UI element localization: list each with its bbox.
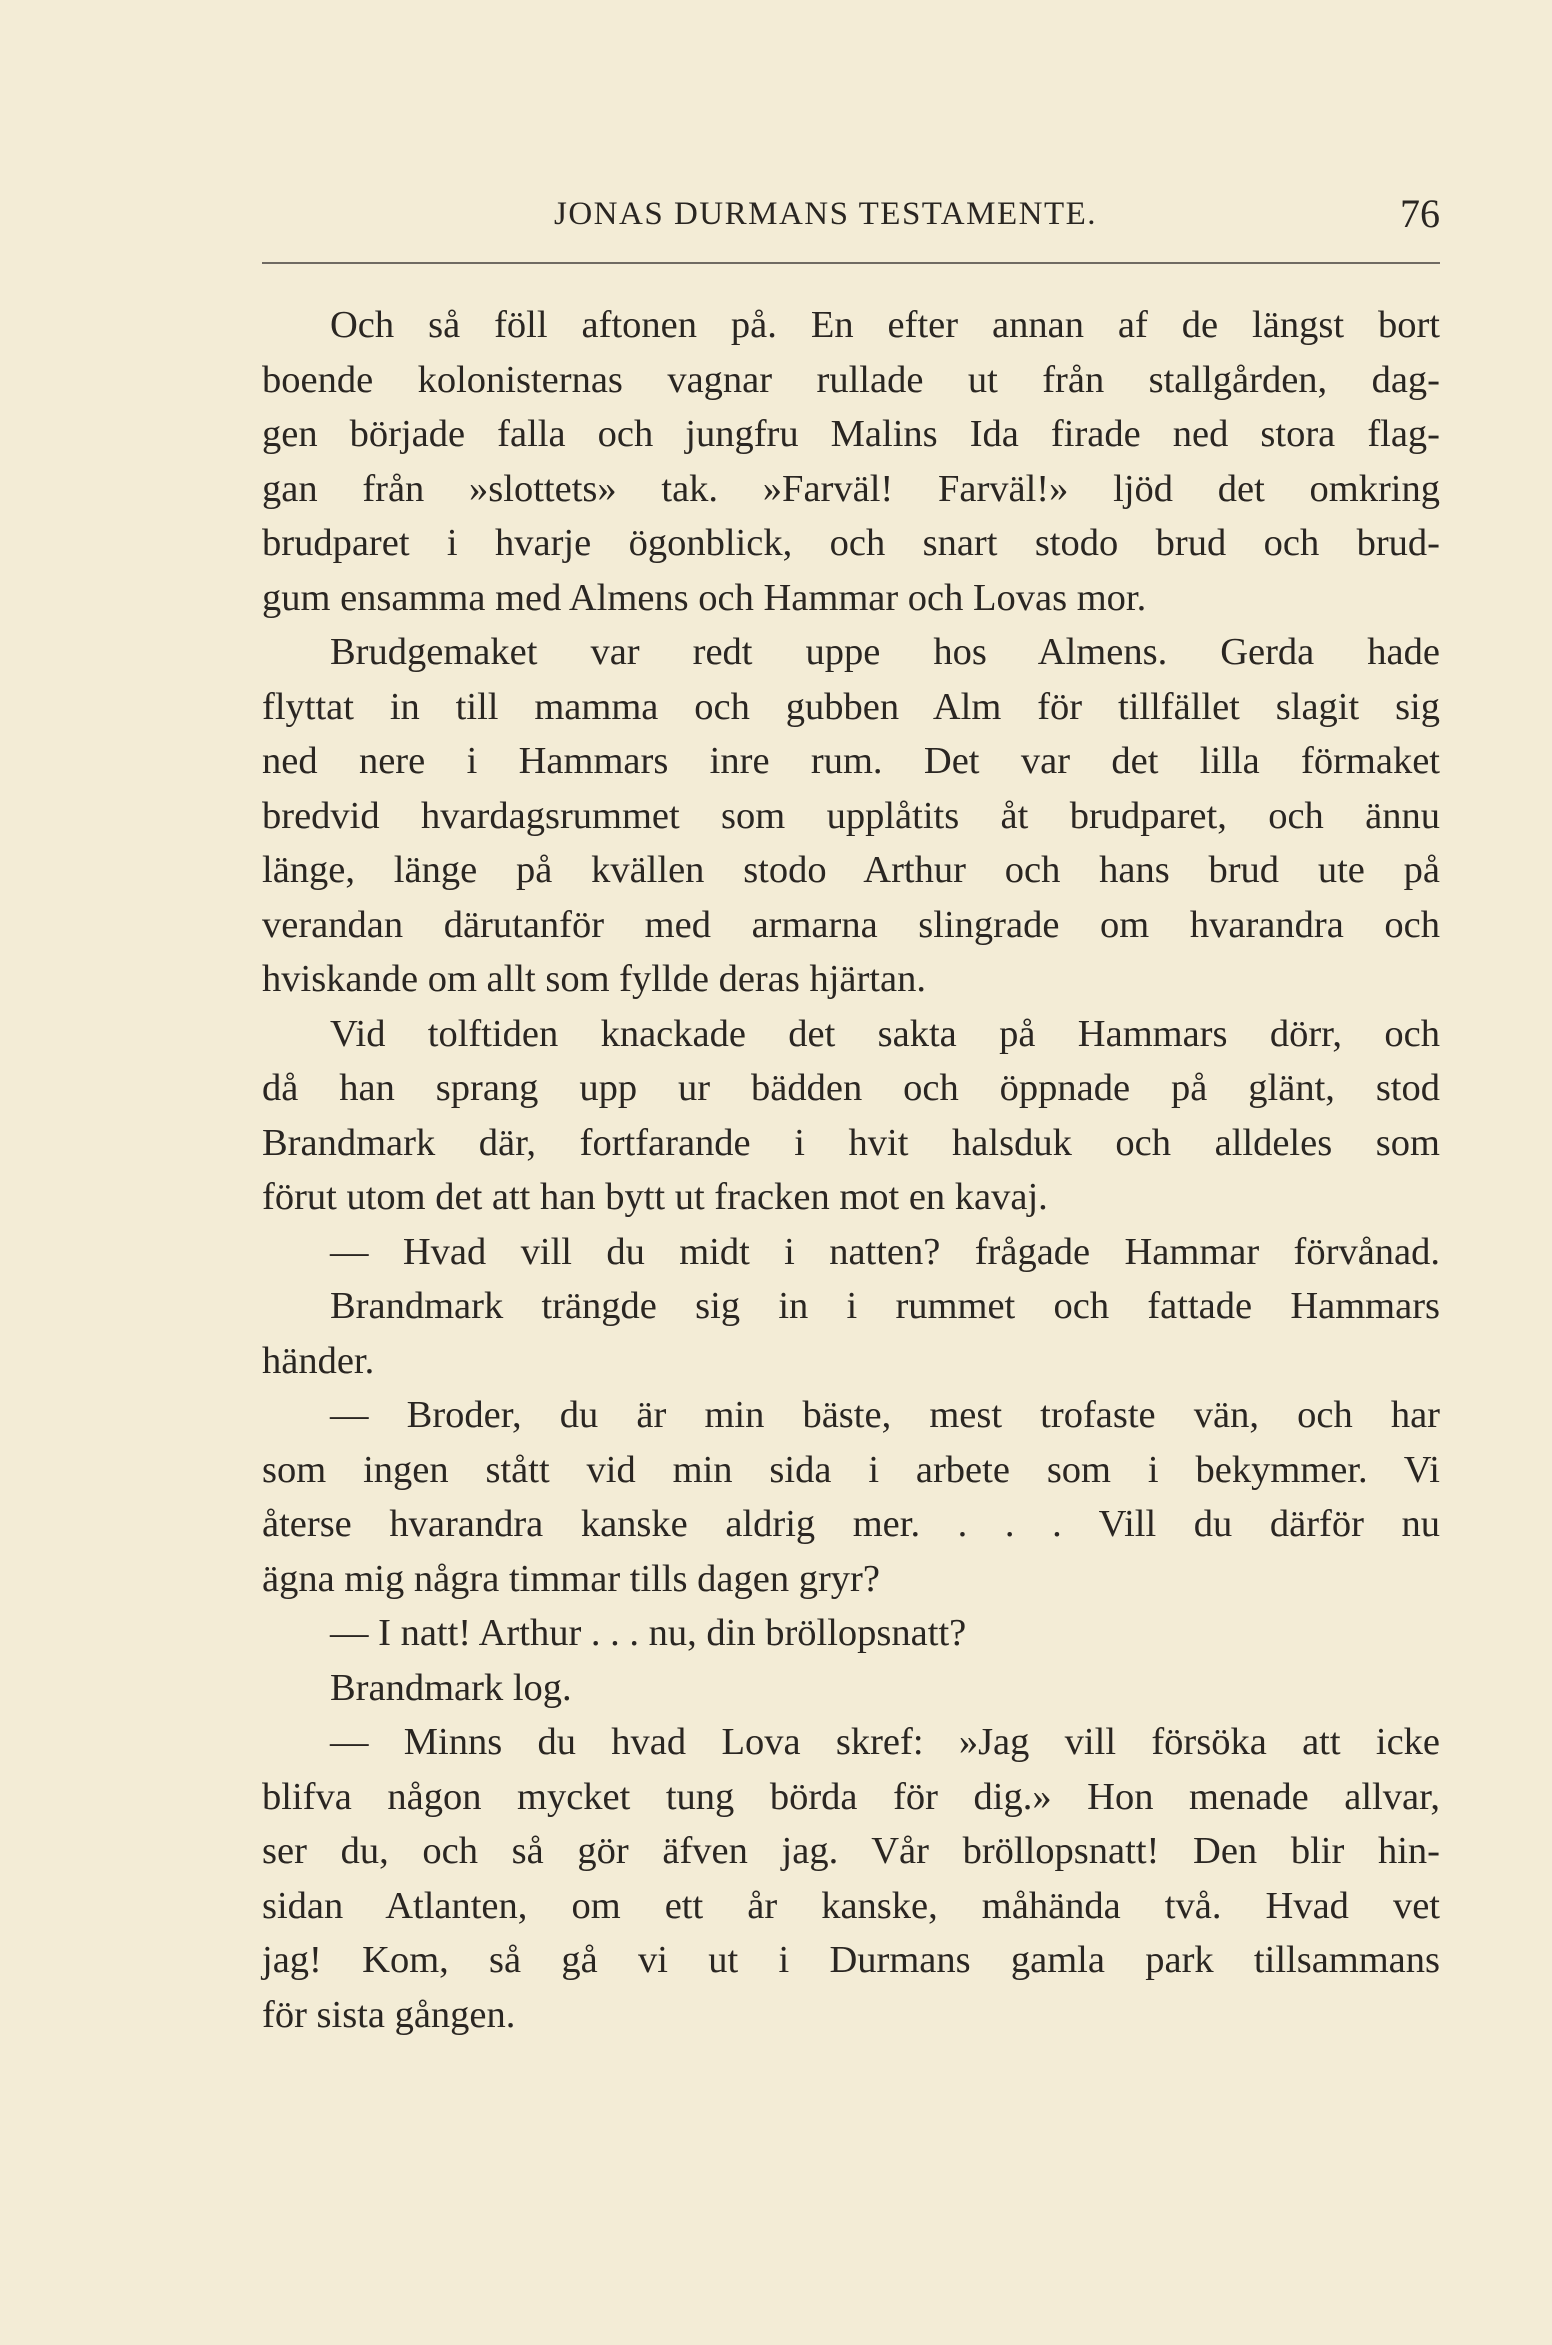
text-line: Brudgemaket var redt uppe hos Almens. Gerda hade [330, 631, 1440, 673]
text-line: hviskande om allt som fyllde deras hjärtan. [262, 958, 926, 1000]
text-line: händer. [262, 1339, 375, 1382]
text-line: gen började falla och jungfru Malins Ida firade ned stora flag- [262, 413, 1440, 455]
text-line: Brandmark där, fortfarande i hvit halsduk och alldeles som [262, 1121, 1440, 1164]
dialogue-line: — Hvad vill du midt i natten? frågade Hammar förvånad. [330, 1230, 1440, 1273]
text-line: bredvid hvardagsrummet som upplåtits åt brudparet, och ännu [262, 794, 1440, 837]
text-line: verandan därutanför med armarna slingrade om hvarandra och [262, 903, 1440, 946]
text-line: Och så föll aftonen på. En efter annan af de längst bort [330, 304, 1440, 346]
text-line: länge, länge på kvällen stodo Arthur och hans brud ute på [262, 849, 1440, 891]
text-line: Vid tolftiden knackade det sakta på Hammars dörr, och [330, 1012, 1440, 1055]
text-line: då han sprang upp ur bädden och öppnade på glänt, stod [262, 1067, 1440, 1109]
text-line: boende kolonisternas vagnar rullade ut från stallgården, dag- [262, 358, 1440, 401]
dialogue-line: — I natt! Arthur . . . nu, din bröllopsnatt? [330, 1612, 967, 1654]
body-text [262, 298, 1440, 2042]
dialogue-line: blifva någon mycket tung börda för dig.» Hon menade allvar, [262, 1775, 1440, 1818]
text-line: förut utom det att han bytt ut fracken mot en kavaj. [262, 1176, 1048, 1218]
text-line: gum ensamma med Almens och Hammar och Lovas mor. [262, 576, 1147, 619]
text-line: Brandmark log. [330, 1666, 572, 1709]
text-line: brudparet i hvarje ögonblick, och snart stodo brud och brud- [262, 522, 1440, 564]
dialogue-line: jag! Kom, så gå vi ut i Durmans gamla park tillsammans [262, 1939, 1440, 1981]
page-header [262, 191, 1440, 256]
dialogue-line: återse hvarandra kanske aldrig mer. . . . Vill du därför nu [262, 1503, 1440, 1545]
dialogue-line: ser du, och så gör äfven jag. Vår bröllopsnatt! Den blir hin- [262, 1830, 1440, 1872]
dialogue-line: för sista gången. [262, 1993, 516, 2036]
running-title: JONAS DURMANS TESTAMENTE. [554, 196, 1098, 232]
text-line: gan från »slottets» tak. »Farväl! Farväl!» ljöd det omkring [262, 467, 1440, 510]
text-line: Brandmark trängde sig in i rummet och fattade Hammars [330, 1285, 1440, 1327]
text-line: ned nere i Hammars inre rum. Det var det lilla förmaket [262, 740, 1440, 782]
dialogue-line: ägna mig några timmar tills dagen gryr? [262, 1557, 880, 1600]
page-number: 76 [1400, 191, 1440, 236]
dialogue-line: sidan Atlanten, om ett år kanske, måhända två. Hvad vet [262, 1884, 1440, 1927]
header-rule [262, 262, 1440, 264]
dialogue-line: — Minns du hvad Lova skref: »Jag vill försöka att icke [330, 1721, 1440, 1763]
dialogue-line: — Broder, du är min bäste, mest trofaste vän, och har [330, 1394, 1440, 1436]
text-line: flyttat in till mamma och gubben Alm för tillfället slagit sig [262, 685, 1440, 728]
dialogue-line: som ingen stått vid min sida i arbete som i bekymmer. Vi [262, 1448, 1440, 1491]
